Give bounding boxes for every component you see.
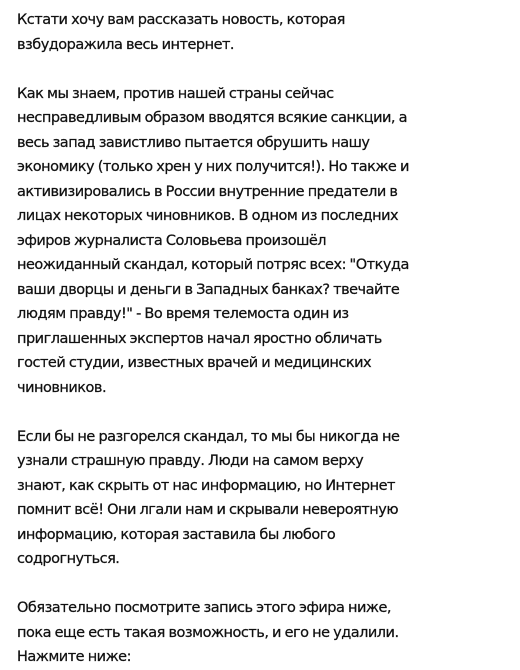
text-line: знают, как скрыть от нас информацию, но Интернет	[17, 477, 395, 494]
text-line: лицах некоторых чиновников. В одном из последних	[17, 208, 399, 224]
text-line: приглашенных экспертов начал яростно обличать	[17, 330, 382, 347]
text-line: узнали страшную правду. Люди на самом верху	[17, 453, 364, 469]
text-line: чиновников.	[17, 379, 107, 396]
text-line: людям правду!" - Во время телемоста один из	[17, 306, 349, 322]
text-line: пока еще есть такая возможность, и его не удалили.	[17, 624, 399, 641]
text-line: помнит всё! Они лгали нам и скрывали невероятную	[17, 502, 399, 518]
text-line: Кстати хочу вам рассказать новость, которая	[17, 12, 345, 28]
text-line: информацию, которая заставила бы любого	[17, 526, 336, 543]
text-line: Как мы знаем, против нашей страны сейчас	[17, 85, 334, 102]
text-line: Нажмите ниже:	[17, 649, 131, 665]
paragraph-intro	[17, 8, 506, 57]
text-line: неожиданный скандал, который потряс всех: "Откуда	[17, 257, 409, 273]
paragraph-sanctions	[17, 82, 506, 401]
text-line: экономику (только хрен у них получится!). Но также и	[17, 159, 409, 175]
text-line: активизировались в России внутренние предатели в	[17, 183, 398, 200]
text-line: эфиров журналиста Соловьева произошёл	[17, 232, 327, 249]
text-line: несправедливым образом вводятся всякие санкции, а	[17, 110, 408, 126]
text-line: гостей студии, известных врачей и медицинских	[17, 355, 372, 371]
text-line: взбудоражила весь интернет.	[17, 36, 235, 53]
text-line: весь запад завистливо пытается обрушить нашу	[17, 134, 370, 151]
text-line: содрогнуться.	[17, 551, 120, 567]
paragraph-scandal	[17, 425, 506, 572]
paragraph-call-to-action	[17, 596, 506, 670]
text-line: Обязательно посмотрите запись этого эфира ниже,	[17, 600, 391, 616]
text-line: ваши дворцы и деньги в Западных банках? твечайте	[17, 281, 400, 298]
text-line: Если бы не разгорелся скандал, то мы бы никогда не	[17, 428, 400, 445]
